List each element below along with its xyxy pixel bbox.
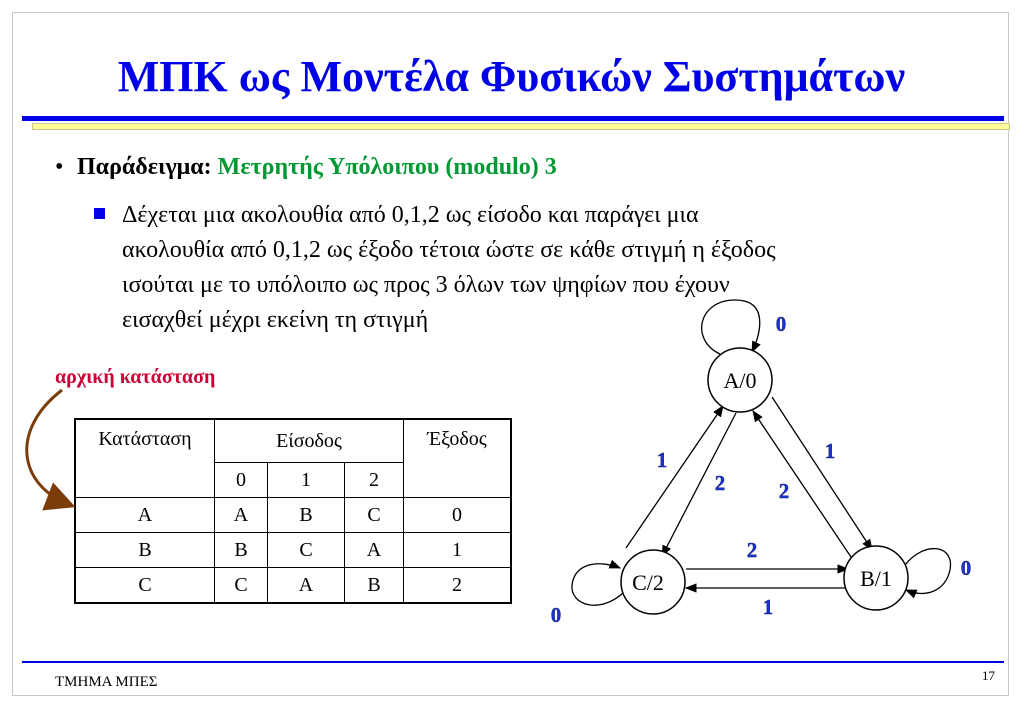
description-line-4: εισαχθεί μέχρι εκείνη τη στιγμή <box>122 307 429 333</box>
initial-state-label: αρχική κατάσταση <box>55 366 216 388</box>
input-col-0: 0 <box>215 463 268 498</box>
header-state: Κατάσταση <box>75 419 215 498</box>
label-c-self: 0 <box>550 603 562 627</box>
node-c-label: C/2 <box>632 570 664 595</box>
header-input: Είσοδος <box>215 419 404 463</box>
label-c-to-a: 1 <box>656 448 668 472</box>
footer-department: ΤΜΗΜΑ ΜΠΕΣ <box>55 674 158 690</box>
row-output: 0 <box>404 498 512 533</box>
example-label: Παράδειγμα: <box>77 154 212 180</box>
initial-state-arrow <box>27 390 70 505</box>
header-output: Έξοδος <box>404 419 512 498</box>
row-next-1: B <box>268 498 345 533</box>
node-b-label: B/1 <box>860 566 892 591</box>
row-state: B <box>75 533 215 568</box>
input-col-1: 1 <box>268 463 345 498</box>
edge-b-to-a <box>753 411 853 560</box>
edge-c-to-a <box>626 406 723 548</box>
row-next-0: B <box>215 533 268 568</box>
row-state: A <box>75 498 215 533</box>
label-a-self: 0 <box>775 312 787 336</box>
row-state: C <box>75 568 215 604</box>
row-next-0: A <box>215 498 268 533</box>
page-number: 17 <box>982 668 995 683</box>
description-line-2: ακολουθία από 0,1,2 ως έξοδο τέτοια ώστε σε κάθε στιγμή η έξοδος <box>122 237 776 263</box>
description-line-1: Δέχεται μια ακολουθία από 0,1,2 ως είσοδο και παράγει μια <box>122 202 699 228</box>
label-c-to-b: 1 <box>762 595 774 619</box>
edge-c-self-loop <box>572 564 624 605</box>
row-output: 1 <box>404 533 512 568</box>
row-next-1: C <box>268 533 345 568</box>
node-a-label: A/0 <box>723 368 757 393</box>
label-b-to-c: 2 <box>746 538 758 562</box>
edge-a-to-b <box>772 397 872 550</box>
row-next-1: A <box>268 568 345 604</box>
slide-title: ΜΠΚ ως Μοντέλα Φυσικών Συστημάτων <box>117 52 906 101</box>
label-b-to-a: 2 <box>778 479 790 503</box>
row-next-2: B <box>345 568 404 604</box>
example-highlight: Μετρητής Υπόλοιπου (modulo) 3 <box>217 154 557 180</box>
footer-rule <box>22 661 1004 663</box>
row-output: 2 <box>404 568 512 604</box>
description-line-3: ισούται με το υπόλοιπο ως προς 3 όλων των ψηφίων που έχουν <box>122 272 730 298</box>
input-col-2: 2 <box>345 463 404 498</box>
label-a-to-b: 1 <box>824 439 836 463</box>
label-a-to-c: 2 <box>714 471 726 495</box>
bullet-dot-icon: • <box>55 154 64 180</box>
edge-b-self-loop <box>905 549 951 594</box>
row-next-2: C <box>345 498 404 533</box>
label-b-self: 0 <box>960 556 972 580</box>
row-next-0: C <box>215 568 268 604</box>
row-next-2: A <box>345 533 404 568</box>
edge-a-self-loop <box>702 300 760 354</box>
